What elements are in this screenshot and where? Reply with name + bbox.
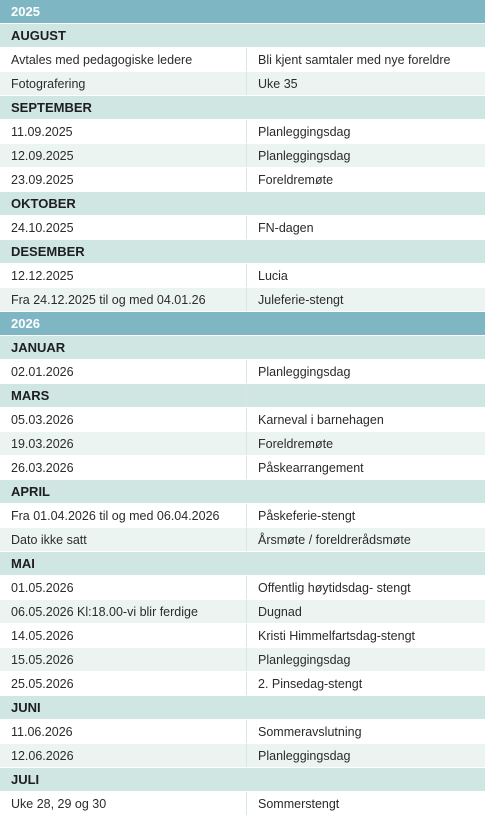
month-header bbox=[0, 768, 485, 792]
event-row bbox=[0, 168, 485, 192]
event-date: 26.03.2026 bbox=[0, 456, 247, 479]
year-label: 2025 bbox=[11, 4, 40, 19]
event-row bbox=[0, 528, 485, 552]
event-date: 12.09.2025 bbox=[0, 144, 247, 167]
month-header bbox=[0, 552, 485, 576]
event-date: Fotografering bbox=[0, 72, 247, 95]
event-description: Juleferie-stengt bbox=[258, 292, 344, 307]
month-label: AUGUST bbox=[11, 28, 66, 43]
event-description: Foreldremøte bbox=[258, 172, 334, 187]
event-row bbox=[0, 456, 485, 480]
event-date: 01.05.2026 bbox=[0, 576, 247, 599]
event-date: Uke 28, 29 og 30 bbox=[0, 792, 247, 815]
event-description: Planleggingsdag bbox=[258, 652, 351, 667]
event-row bbox=[0, 48, 485, 72]
event-date: 23.09.2025 bbox=[0, 168, 247, 191]
month-header bbox=[0, 240, 485, 264]
event-row bbox=[0, 432, 485, 456]
year-header bbox=[0, 312, 485, 336]
event-row bbox=[0, 600, 485, 624]
month-header bbox=[0, 192, 485, 216]
event-description: Lucia bbox=[258, 268, 288, 283]
month-label: DESEMBER bbox=[11, 244, 85, 259]
event-date: 14.05.2026 bbox=[0, 624, 247, 647]
event-date: Avtales med pedagogiske ledere bbox=[0, 48, 247, 71]
year-label: 2026 bbox=[11, 316, 40, 331]
event-date: 11.09.2025 bbox=[0, 120, 247, 143]
event-row bbox=[0, 576, 485, 600]
month-label: APRIL bbox=[11, 484, 50, 499]
event-row bbox=[0, 408, 485, 432]
event-row bbox=[0, 792, 485, 815]
month-header bbox=[0, 24, 485, 48]
event-row bbox=[0, 360, 485, 384]
month-header bbox=[0, 480, 485, 504]
event-date: 12.06.2026 bbox=[0, 744, 247, 767]
event-row bbox=[0, 648, 485, 672]
event-date: 15.05.2026 bbox=[0, 648, 247, 671]
month-header bbox=[0, 96, 485, 120]
event-row bbox=[0, 120, 485, 144]
month-header bbox=[0, 696, 485, 720]
event-row bbox=[0, 504, 485, 528]
event-description: Planleggingsdag bbox=[258, 748, 351, 763]
month-header bbox=[0, 336, 485, 360]
month-header bbox=[0, 384, 485, 408]
event-description: Planleggingsdag bbox=[258, 124, 351, 139]
month-extra-cell bbox=[247, 384, 485, 407]
event-description: Sommeravslutning bbox=[258, 724, 362, 739]
event-date: Fra 01.04.2026 til og med 06.04.2026 bbox=[0, 504, 247, 527]
event-description: Foreldremøte bbox=[258, 436, 334, 451]
event-description: FN-dagen bbox=[258, 220, 314, 235]
month-label: JANUAR bbox=[11, 340, 66, 355]
event-date: Dato ikke satt bbox=[0, 528, 247, 551]
year-header bbox=[0, 0, 485, 24]
event-description: Karneval i barnehagen bbox=[258, 412, 384, 427]
event-date: 24.10.2025 bbox=[0, 216, 247, 239]
event-description: Planleggingsdag bbox=[258, 148, 351, 163]
month-label: JULI bbox=[11, 772, 40, 787]
event-row bbox=[0, 672, 485, 696]
event-description: Påskeferie-stengt bbox=[258, 508, 356, 523]
event-date: 02.01.2026 bbox=[0, 360, 247, 383]
month-label: SEPTEMBER bbox=[11, 100, 92, 115]
event-description: Uke 35 bbox=[258, 76, 298, 91]
event-date: 11.06.2026 bbox=[0, 720, 247, 743]
event-row bbox=[0, 720, 485, 744]
event-description: Bli kjent samtaler med nye foreldre bbox=[258, 52, 451, 67]
event-date: 06.05.2026 Kl:18.00-vi blir ferdige bbox=[0, 600, 247, 623]
month-label: MAI bbox=[11, 556, 35, 571]
event-description: Årsmøte / foreldrerådsmøte bbox=[258, 532, 411, 547]
event-row bbox=[0, 264, 485, 288]
event-date: 19.03.2026 bbox=[0, 432, 247, 455]
event-description: Sommerstengt bbox=[258, 796, 340, 811]
month-label: MARS bbox=[0, 384, 247, 407]
event-row bbox=[0, 288, 485, 312]
event-row bbox=[0, 72, 485, 96]
month-label: JUNI bbox=[11, 700, 41, 715]
event-date: 12.12.2025 bbox=[0, 264, 247, 287]
event-row bbox=[0, 144, 485, 168]
event-row bbox=[0, 216, 485, 240]
month-label: OKTOBER bbox=[11, 196, 76, 211]
event-description: Planleggingsdag bbox=[258, 364, 351, 379]
event-date: 05.03.2026 bbox=[0, 408, 247, 431]
event-description: Påskearrangement bbox=[258, 460, 364, 475]
event-date: 25.05.2026 bbox=[0, 672, 247, 695]
event-description: Kristi Himmelfartsdag-stengt bbox=[258, 628, 415, 643]
event-date: Fra 24.12.2025 til og med 04.01.26 bbox=[0, 288, 247, 311]
event-description: 2. Pinsedag-stengt bbox=[258, 676, 363, 691]
event-description: Dugnad bbox=[258, 604, 302, 619]
event-row bbox=[0, 744, 485, 768]
event-description: Offentlig høytidsdag- stengt bbox=[258, 580, 411, 595]
event-row bbox=[0, 624, 485, 648]
